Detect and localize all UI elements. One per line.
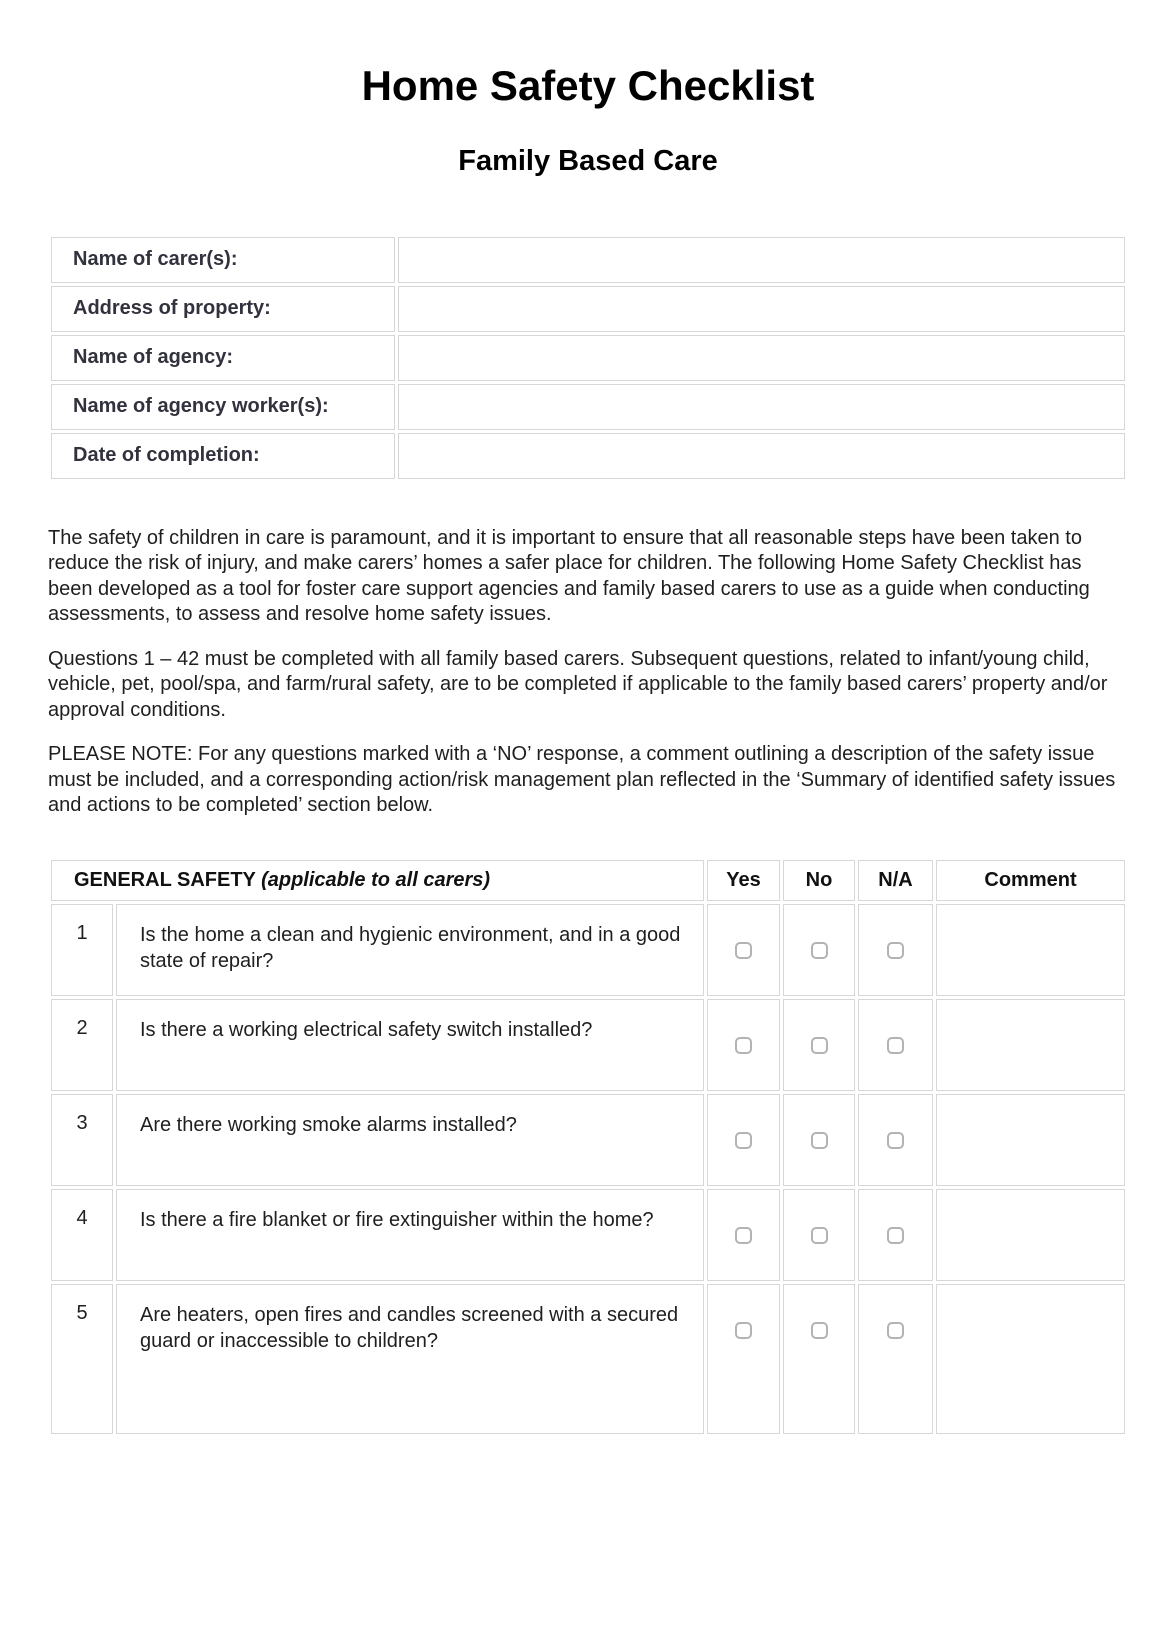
na-cell xyxy=(858,999,933,1091)
page-title: Home Safety Checklist xyxy=(361,62,815,109)
checkbox-na[interactable] xyxy=(887,942,904,959)
checkbox-yes[interactable] xyxy=(735,942,752,959)
question-number: 1 xyxy=(51,904,113,996)
na-cell xyxy=(858,1189,933,1281)
info-label-name-of-agency-workers: Name of agency worker(s): xyxy=(51,384,395,430)
comment-cell[interactable] xyxy=(936,1189,1125,1281)
info-label-name-of-carers: Name of carer(s): xyxy=(51,237,395,283)
intro-paragraph-3: PLEASE NOTE: For any questions marked with a ‘NO’ response, a comment outlining a description of the safety issue must be included, and a corresponding action/risk management plan reflected in the ‘Summary of identified safety issues and actions to be completed’ section below. xyxy=(48,743,1116,817)
info-label-name-of-agency: Name of agency: xyxy=(51,335,395,381)
no-cell xyxy=(783,1284,855,1434)
checkbox-yes[interactable] xyxy=(735,1227,752,1244)
comment-cell[interactable] xyxy=(936,1284,1125,1434)
na-cell xyxy=(858,904,933,996)
info-row xyxy=(51,237,1125,283)
checkbox-no[interactable] xyxy=(811,1037,828,1054)
question-row xyxy=(51,1284,1125,1434)
intro-paragraph-1: The safety of children in care is paramount, and it is important to ensure that all reasonable steps have been taken to reduce the risk of injury, and make carers’ homes a safer place for children. The following Home Safety Checklist has been developed as a tool for foster care support agencies and family based carers to use as a guide when conducting assessments, to assess and resolve home safety issues. xyxy=(48,526,1090,626)
checkbox-no[interactable] xyxy=(811,1132,828,1149)
comment-cell[interactable] xyxy=(936,1094,1125,1186)
section-header xyxy=(51,860,704,901)
question-number: 5 xyxy=(51,1284,113,1434)
column-header-comment: Comment xyxy=(936,860,1125,901)
info-value-name-of-agency[interactable] xyxy=(398,335,1125,381)
comment-cell[interactable] xyxy=(936,904,1125,996)
yes-cell xyxy=(707,904,780,996)
question-number: 4 xyxy=(51,1189,113,1281)
question-row xyxy=(51,1094,1125,1186)
checkbox-yes[interactable] xyxy=(735,1322,752,1339)
section-title: GENERAL SAFETY xyxy=(74,868,262,891)
info-value-name-of-agency-workers[interactable] xyxy=(398,384,1125,430)
info-value-date-of-completion[interactable] xyxy=(398,433,1125,479)
question-text: Is there a fire blanket or fire extinguisher within the home? xyxy=(116,1189,704,1281)
checkbox-no[interactable] xyxy=(811,1227,828,1244)
question-text: Is there a working electrical safety switch installed? xyxy=(116,999,704,1091)
no-cell xyxy=(783,904,855,996)
question-number: 2 xyxy=(51,999,113,1091)
column-header-na: N/A xyxy=(858,860,933,901)
na-cell xyxy=(858,1284,933,1434)
checklist-header-row xyxy=(51,860,1125,901)
checkbox-na[interactable] xyxy=(887,1037,904,1054)
info-row xyxy=(51,384,1125,430)
checkbox-no[interactable] xyxy=(811,1322,828,1339)
info-row xyxy=(51,433,1125,479)
info-value-address-of-property[interactable] xyxy=(398,286,1125,332)
intro-text xyxy=(48,526,1128,819)
info-row xyxy=(51,286,1125,332)
no-cell xyxy=(783,1094,855,1186)
yes-cell xyxy=(707,1284,780,1434)
yes-cell xyxy=(707,1094,780,1186)
no-cell xyxy=(783,999,855,1091)
page-subtitle: Family Based Care xyxy=(458,145,718,178)
yes-cell xyxy=(707,1189,780,1281)
na-cell xyxy=(858,1094,933,1186)
checkbox-na[interactable] xyxy=(887,1227,904,1244)
question-text: Is the home a clean and hygienic environment, and in a good state of repair? xyxy=(116,904,704,996)
general-safety-table xyxy=(48,857,1128,1437)
info-label-address-of-property: Address of property: xyxy=(51,286,395,332)
comment-cell[interactable] xyxy=(936,999,1125,1091)
carer-info-table xyxy=(48,234,1128,482)
info-row xyxy=(51,335,1125,381)
section-subtitle: (applicable to all carers) xyxy=(261,868,491,891)
question-text: Are there working smoke alarms installed? xyxy=(116,1094,704,1186)
info-value-name-of-carers[interactable] xyxy=(398,237,1125,283)
column-header-no: No xyxy=(783,860,855,901)
checkbox-na[interactable] xyxy=(887,1132,904,1149)
question-number: 3 xyxy=(51,1094,113,1186)
question-text: Are heaters, open fires and candles screened with a secured guard or inaccessible to children? xyxy=(116,1284,704,1434)
no-cell xyxy=(783,1189,855,1281)
info-label-date-of-completion: Date of completion: xyxy=(51,433,395,479)
intro-paragraph-2: Questions 1 – 42 must be completed with all family based carers. Subsequent questions, related to infant/young child, vehicle, pet, pool/spa, and farm/rural safety, are to be completed if applicable to the family based carers’ property and/or approval conditions. xyxy=(48,647,1108,721)
column-header-yes: Yes xyxy=(707,860,780,901)
checkbox-yes[interactable] xyxy=(735,1132,752,1149)
checkbox-na[interactable] xyxy=(887,1322,904,1339)
checkbox-yes[interactable] xyxy=(735,1037,752,1054)
yes-cell xyxy=(707,999,780,1091)
checkbox-no[interactable] xyxy=(811,942,828,959)
question-row xyxy=(51,999,1125,1091)
question-row xyxy=(51,1189,1125,1281)
question-row xyxy=(51,904,1125,996)
